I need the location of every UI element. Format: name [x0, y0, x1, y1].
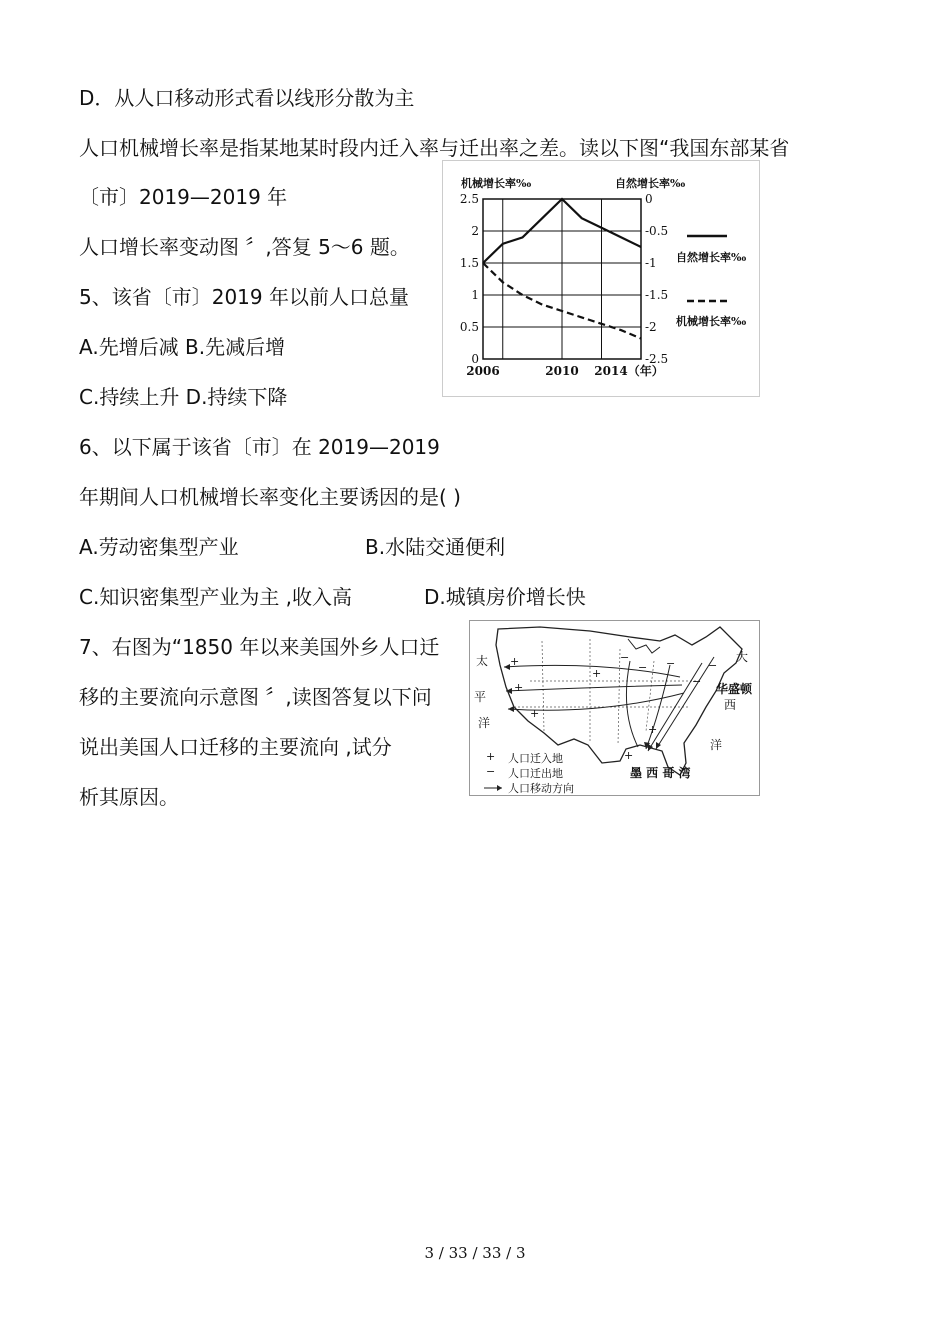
question-6-option-d: D.城镇房价增长快: [424, 585, 586, 609]
label-da: 大: [736, 650, 749, 664]
svg-text:−: −: [708, 659, 718, 672]
left-tick-label: 0.5: [459, 320, 479, 334]
svg-text:−: −: [692, 675, 702, 688]
option-d-line: D．从人口移动形式看以线形分散为主: [79, 86, 415, 110]
arrow-heads: [504, 664, 661, 751]
label-tai: 太: [476, 654, 489, 668]
left-axis-label: 机械增长率‰: [461, 177, 532, 190]
right-tick-label: 0: [645, 192, 653, 206]
svg-text:+: +: [486, 750, 496, 763]
right-axis-label: 自然增长率‰: [615, 177, 686, 190]
question-7-line-4: 析其原因。: [79, 785, 179, 809]
label-washington: 华盛顿: [716, 682, 753, 696]
question-6: 6、以下属于该省〔市〕在 2019—2019: [79, 435, 440, 459]
growth-rate-chart: [442, 160, 760, 397]
label-gulf-of-mexico: 墨 西 哥 湾: [630, 766, 691, 780]
intro-text-line: 人口机械增长率是指某地某时段内迁入率与迁出率之差。读以下图“我国东部某省: [79, 136, 790, 160]
state-borders: [514, 639, 700, 745]
svg-text:+: +: [530, 707, 540, 720]
chart-tick-labels: [460, 192, 668, 378]
x-tick-label: 2006: [466, 364, 500, 378]
svg-text:+: +: [510, 655, 520, 668]
us-migration-map-svg: [470, 621, 759, 795]
legend-mechanical-rate: 机械增长率‰: [676, 315, 747, 328]
left-tick-label: 2: [471, 224, 479, 238]
svg-text:+: +: [592, 667, 602, 680]
legend-in: 人口迁入地: [508, 752, 563, 765]
left-tick-label: 2.5: [459, 192, 479, 206]
left-tick-label: 0: [471, 352, 479, 366]
intro-text-line-3: 人口增长率变动图 〞,答复 5～6 题。: [79, 235, 410, 259]
svg-text:+: +: [648, 723, 658, 736]
question-5: 5、该省〔市〕2019 年以前人口总量: [79, 285, 409, 309]
label-yang-west: 洋: [478, 716, 491, 730]
svg-text:−: −: [620, 651, 630, 664]
left-tick-label: 1.5: [459, 256, 479, 270]
question-6-option-a: A.劳动密集型产业: [79, 535, 239, 559]
question-7-line-3: 说出美国人口迁移的主要流向 ,试分: [79, 735, 392, 759]
svg-text:+: +: [624, 749, 634, 762]
label-yang-east: 洋: [710, 738, 723, 752]
label-xi: 西: [724, 698, 737, 712]
question-7-line-2: 移的主要流向示意图 〞,读图答复以下问: [79, 685, 432, 709]
legend-natural-rate: 自然增长率‰: [676, 251, 747, 264]
right-tick-label: -2: [645, 320, 657, 334]
map-legend: [484, 750, 574, 795]
right-tick-label: -1: [645, 256, 657, 270]
intro-text-line-2: 〔市〕2019—2019 年: [79, 185, 288, 209]
x-tick-label: 2014（年）: [594, 364, 664, 378]
right-tick-label: -1.5: [645, 288, 669, 302]
question-7: 7、右图为“1850 年以来美国外乡人口迁: [79, 635, 440, 659]
question-5-options-cd: C.持续上升 D.持续下降: [79, 385, 288, 409]
question-5-options-ab: A.先增后减 B.先减后增: [79, 335, 286, 359]
svg-text:−: −: [486, 765, 496, 778]
svg-text:+: +: [514, 681, 524, 694]
legend-out: 人口迁出地: [508, 767, 563, 780]
chart-grid: [483, 199, 641, 359]
question-6-option-b: B.水陆交通便利: [365, 535, 506, 559]
question-6-option-c: C.知识密集型产业为主 ,收入高: [79, 585, 353, 609]
right-tick-label: -0.5: [645, 224, 669, 238]
svg-text:−: −: [666, 657, 676, 670]
us-migration-map: [469, 620, 760, 796]
migration-arrows: [504, 657, 714, 751]
great-lakes: [628, 639, 660, 653]
left-tick-label: 1: [471, 288, 479, 302]
page-footer: 3 / 33 / 33 / 3: [424, 1244, 526, 1262]
svg-text:−: −: [638, 661, 648, 674]
label-ping: 平: [474, 690, 487, 704]
question-6-line-2: 年期间人口机械增长率变化主要诱因的是( ): [79, 485, 461, 509]
x-tick-label: 2010: [545, 364, 579, 378]
legend-move: 人口移动方向: [508, 782, 574, 795]
right-tick-label: -2.5: [645, 352, 669, 366]
growth-rate-chart-svg: [443, 161, 759, 396]
